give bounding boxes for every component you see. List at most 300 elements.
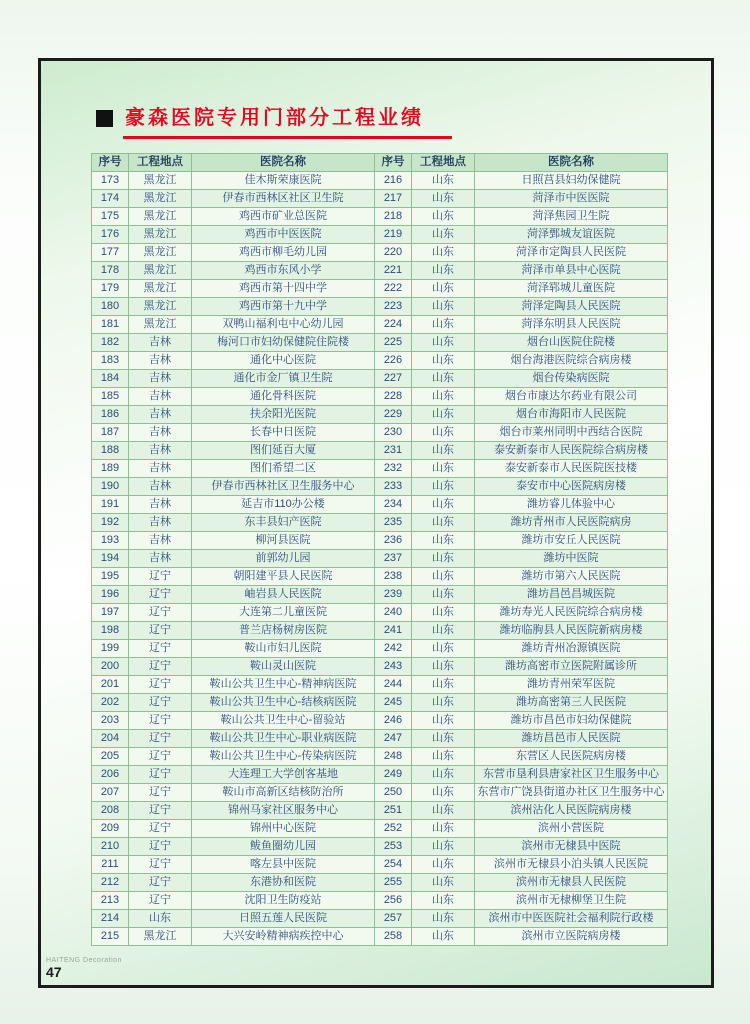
cell-seq: 238 xyxy=(375,568,412,586)
column-header: 序号 xyxy=(92,154,129,172)
table-row xyxy=(92,802,668,820)
cell-hospital: 东营区人民医院病房楼 xyxy=(475,748,668,766)
cell-seq: 210 xyxy=(92,838,129,856)
cell-seq: 199 xyxy=(92,640,129,658)
cell-seq: 176 xyxy=(92,226,129,244)
page-frame xyxy=(38,58,714,988)
column-header: 工程地点 xyxy=(129,154,192,172)
cell-seq: 241 xyxy=(375,622,412,640)
cell-seq: 197 xyxy=(92,604,129,622)
cell-location: 辽宁 xyxy=(129,748,192,766)
cell-hospital: 双鸭山福利屯中心幼儿园 xyxy=(192,316,375,334)
cell-hospital: 潍坊市第六人民医院 xyxy=(475,568,668,586)
table-row xyxy=(92,496,668,514)
cell-seq: 179 xyxy=(92,280,129,298)
cell-location: 山东 xyxy=(412,820,475,838)
cell-hospital: 沈阳卫生防疫站 xyxy=(192,892,375,910)
cell-hospital: 鸡西市东风小学 xyxy=(192,262,375,280)
cell-location: 吉林 xyxy=(129,550,192,568)
cell-hospital: 滨州小营医院 xyxy=(475,820,668,838)
cell-seq: 216 xyxy=(375,172,412,190)
cell-seq: 251 xyxy=(375,802,412,820)
cell-location: 辽宁 xyxy=(129,712,192,730)
cell-seq: 213 xyxy=(92,892,129,910)
table-row xyxy=(92,208,668,226)
cell-location: 山东 xyxy=(412,514,475,532)
cell-seq: 249 xyxy=(375,766,412,784)
cell-seq: 211 xyxy=(92,856,129,874)
cell-seq: 195 xyxy=(92,568,129,586)
cell-location: 山东 xyxy=(412,190,475,208)
cell-location: 山东 xyxy=(412,388,475,406)
cell-hospital: 烟台传染病医院 xyxy=(475,370,668,388)
cell-hospital: 大兴安岭精神病疾控中心 xyxy=(192,928,375,946)
cell-location: 吉林 xyxy=(129,370,192,388)
cell-seq: 200 xyxy=(92,658,129,676)
cell-hospital: 泰安市中心医院病房楼 xyxy=(475,478,668,496)
cell-location: 山东 xyxy=(412,370,475,388)
cell-location: 辽宁 xyxy=(129,856,192,874)
cell-seq: 250 xyxy=(375,784,412,802)
cell-seq: 237 xyxy=(375,550,412,568)
footer-brand: HAITENG Decoration xyxy=(46,957,122,964)
cell-hospital: 潍坊高密市立医院附属诊所 xyxy=(475,658,668,676)
cell-seq: 222 xyxy=(375,280,412,298)
cell-location: 吉林 xyxy=(129,532,192,550)
cell-hospital: 鸡西市第十四中学 xyxy=(192,280,375,298)
cell-location: 山东 xyxy=(412,550,475,568)
cell-seq: 248 xyxy=(375,748,412,766)
cell-hospital: 东港协和医院 xyxy=(192,874,375,892)
cell-location: 辽宁 xyxy=(129,766,192,784)
cell-location: 黑龙江 xyxy=(129,208,192,226)
cell-location: 吉林 xyxy=(129,514,192,532)
cell-hospital: 通化骨科医院 xyxy=(192,388,375,406)
table-row xyxy=(92,406,668,424)
cell-hospital: 鞍山公共卫生中心-留验站 xyxy=(192,712,375,730)
cell-hospital: 烟台市海阳市人民医院 xyxy=(475,406,668,424)
cell-hospital: 潍坊青州冶源镇医院 xyxy=(475,640,668,658)
cell-seq: 255 xyxy=(375,874,412,892)
table-row xyxy=(92,424,668,442)
cell-location: 辽宁 xyxy=(129,838,192,856)
cell-location: 辽宁 xyxy=(129,874,192,892)
cell-location: 吉林 xyxy=(129,352,192,370)
cell-seq: 184 xyxy=(92,370,129,388)
cell-location: 山东 xyxy=(412,910,475,928)
cell-seq: 177 xyxy=(92,244,129,262)
cell-location: 吉林 xyxy=(129,496,192,514)
cell-location: 山东 xyxy=(412,172,475,190)
cell-seq: 215 xyxy=(92,928,129,946)
cell-location: 山东 xyxy=(412,496,475,514)
cell-hospital: 鞍山市妇儿医院 xyxy=(192,640,375,658)
cell-location: 山东 xyxy=(412,406,475,424)
cell-location: 辽宁 xyxy=(129,604,192,622)
cell-seq: 246 xyxy=(375,712,412,730)
table-row xyxy=(92,748,668,766)
table-row xyxy=(92,838,668,856)
cell-hospital: 菏泽市中医医院 xyxy=(475,190,668,208)
cell-location: 辽宁 xyxy=(129,784,192,802)
cell-hospital: 通化市金厂镇卫生院 xyxy=(192,370,375,388)
cell-location: 山东 xyxy=(412,874,475,892)
cell-hospital: 潍坊市安丘人民医院 xyxy=(475,532,668,550)
table-row xyxy=(92,874,668,892)
cell-seq: 190 xyxy=(92,478,129,496)
cell-hospital: 喀左县中医院 xyxy=(192,856,375,874)
cell-location: 吉林 xyxy=(129,424,192,442)
cell-seq: 228 xyxy=(375,388,412,406)
table-row xyxy=(92,928,668,946)
cell-location: 山东 xyxy=(412,694,475,712)
cell-seq: 191 xyxy=(92,496,129,514)
table-row xyxy=(92,586,668,604)
cell-seq: 198 xyxy=(92,622,129,640)
cell-location: 辽宁 xyxy=(129,802,192,820)
page-footer xyxy=(46,957,122,979)
cell-location: 辽宁 xyxy=(129,586,192,604)
cell-seq: 209 xyxy=(92,820,129,838)
cell-hospital: 通化中心医院 xyxy=(192,352,375,370)
cell-hospital: 滨州市中医医院社会福利院行政楼 xyxy=(475,910,668,928)
cell-location: 山东 xyxy=(412,244,475,262)
cell-hospital: 泰安新泰市人民医院综合病房楼 xyxy=(475,442,668,460)
cell-seq: 218 xyxy=(375,208,412,226)
cell-location: 山东 xyxy=(412,622,475,640)
cell-seq: 231 xyxy=(375,442,412,460)
column-header: 工程地点 xyxy=(412,154,475,172)
cell-seq: 223 xyxy=(375,298,412,316)
table-row xyxy=(92,316,668,334)
cell-hospital: 长春中日医院 xyxy=(192,424,375,442)
cell-hospital: 东丰县妇产医院 xyxy=(192,514,375,532)
projects-table xyxy=(91,153,668,946)
table-row xyxy=(92,442,668,460)
cell-seq: 217 xyxy=(375,190,412,208)
table-row xyxy=(92,568,668,586)
table-row xyxy=(92,388,668,406)
page-title: 豪森医院专用门部分工程业绩 xyxy=(123,101,452,139)
table-row xyxy=(92,856,668,874)
cell-hospital: 烟台山医院住院楼 xyxy=(475,334,668,352)
cell-seq: 243 xyxy=(375,658,412,676)
cell-seq: 235 xyxy=(375,514,412,532)
cell-location: 山东 xyxy=(412,856,475,874)
cell-location: 山东 xyxy=(412,442,475,460)
cell-seq: 193 xyxy=(92,532,129,550)
cell-location: 山东 xyxy=(412,730,475,748)
cell-hospital: 伊春市西林区社区卫生院 xyxy=(192,190,375,208)
cell-seq: 205 xyxy=(92,748,129,766)
table-row xyxy=(92,694,668,712)
cell-seq: 189 xyxy=(92,460,129,478)
cell-seq: 206 xyxy=(92,766,129,784)
cell-location: 山东 xyxy=(412,460,475,478)
cell-seq: 221 xyxy=(375,262,412,280)
cell-seq: 233 xyxy=(375,478,412,496)
cell-hospital: 潍坊青州市人民医院病房 xyxy=(475,514,668,532)
cell-hospital: 梅河口市妇幼保健院住院楼 xyxy=(192,334,375,352)
cell-seq: 186 xyxy=(92,406,129,424)
cell-hospital: 潍坊睿儿体验中心 xyxy=(475,496,668,514)
cell-seq: 182 xyxy=(92,334,129,352)
table-row xyxy=(92,550,668,568)
cell-hospital: 菏泽定陶县人民医院 xyxy=(475,298,668,316)
cell-location: 辽宁 xyxy=(129,568,192,586)
cell-seq: 196 xyxy=(92,586,129,604)
cell-hospital: 朝阳建平县人民医院 xyxy=(192,568,375,586)
cell-hospital: 岫岩县人民医院 xyxy=(192,586,375,604)
table-row xyxy=(92,712,668,730)
cell-location: 山东 xyxy=(412,568,475,586)
cell-seq: 257 xyxy=(375,910,412,928)
cell-location: 黑龙江 xyxy=(129,928,192,946)
cell-hospital: 东营市广饶县街道办社区卫生服务中心 xyxy=(475,784,668,802)
table-row xyxy=(92,370,668,388)
cell-seq: 240 xyxy=(375,604,412,622)
cell-hospital: 东营市垦利县唐家社区卫生服务中心 xyxy=(475,766,668,784)
cell-seq: 245 xyxy=(375,694,412,712)
cell-seq: 252 xyxy=(375,820,412,838)
cell-hospital: 鞍山公共卫生中心-职业病医院 xyxy=(192,730,375,748)
table-row xyxy=(92,226,668,244)
cell-location: 辽宁 xyxy=(129,730,192,748)
cell-seq: 227 xyxy=(375,370,412,388)
cell-hospital: 潍坊昌邑昌城医院 xyxy=(475,586,668,604)
cell-location: 黑龙江 xyxy=(129,190,192,208)
cell-hospital: 菏泽东明县人民医院 xyxy=(475,316,668,334)
cell-seq: 194 xyxy=(92,550,129,568)
cell-seq: 242 xyxy=(375,640,412,658)
cell-hospital: 大连第二儿童医院 xyxy=(192,604,375,622)
cell-location: 山东 xyxy=(412,748,475,766)
cell-location: 山东 xyxy=(412,712,475,730)
cell-seq: 247 xyxy=(375,730,412,748)
table-row xyxy=(92,514,668,532)
cell-seq: 254 xyxy=(375,856,412,874)
cell-location: 辽宁 xyxy=(129,820,192,838)
table-row xyxy=(92,460,668,478)
cell-hospital: 潍坊昌邑市人民医院 xyxy=(475,730,668,748)
cell-hospital: 鞍山灵山医院 xyxy=(192,658,375,676)
cell-location: 吉林 xyxy=(129,334,192,352)
table-row xyxy=(92,658,668,676)
cell-location: 山东 xyxy=(129,910,192,928)
cell-location: 黑龙江 xyxy=(129,262,192,280)
cell-location: 山东 xyxy=(412,586,475,604)
cell-hospital: 菏泽鄄城友谊医院 xyxy=(475,226,668,244)
cell-seq: 204 xyxy=(92,730,129,748)
cell-seq: 175 xyxy=(92,208,129,226)
cell-hospital: 菏泽郓城儿童医院 xyxy=(475,280,668,298)
cell-seq: 256 xyxy=(375,892,412,910)
cell-hospital: 大连理工大学创客基地 xyxy=(192,766,375,784)
cell-location: 黑龙江 xyxy=(129,280,192,298)
page-number: 47 xyxy=(46,964,62,980)
cell-hospital: 潍坊市昌邑市妇幼保健院 xyxy=(475,712,668,730)
cell-location: 吉林 xyxy=(129,460,192,478)
table-row xyxy=(92,244,668,262)
table-row xyxy=(92,298,668,316)
cell-seq: 173 xyxy=(92,172,129,190)
cell-location: 辽宁 xyxy=(129,640,192,658)
cell-seq: 224 xyxy=(375,316,412,334)
table-row xyxy=(92,892,668,910)
cell-seq: 207 xyxy=(92,784,129,802)
cell-location: 山东 xyxy=(412,784,475,802)
cell-hospital: 鲅鱼圈幼儿园 xyxy=(192,838,375,856)
cell-location: 山东 xyxy=(412,298,475,316)
cell-location: 山东 xyxy=(412,424,475,442)
table-row xyxy=(92,172,668,190)
cell-seq: 229 xyxy=(375,406,412,424)
cell-seq: 226 xyxy=(375,352,412,370)
table-row xyxy=(92,622,668,640)
cell-hospital: 鞍山公共卫生中心-精神病医院 xyxy=(192,676,375,694)
cell-hospital: 日照莒县妇幼保健院 xyxy=(475,172,668,190)
cell-seq: 208 xyxy=(92,802,129,820)
cell-seq: 188 xyxy=(92,442,129,460)
cell-location: 黑龙江 xyxy=(129,226,192,244)
cell-location: 山东 xyxy=(412,316,475,334)
page-title-block xyxy=(96,101,452,139)
column-header: 医院名称 xyxy=(192,154,375,172)
cell-hospital: 锦州马家社区服务中心 xyxy=(192,802,375,820)
table-row xyxy=(92,352,668,370)
cell-location: 山东 xyxy=(412,352,475,370)
cell-location: 吉林 xyxy=(129,442,192,460)
cell-hospital: 锦州中心医院 xyxy=(192,820,375,838)
cell-hospital: 潍坊高密第三人民医院 xyxy=(475,694,668,712)
cell-hospital: 滨州市无棣柳堡卫生院 xyxy=(475,892,668,910)
cell-hospital: 泰安新泰市人民医院医技楼 xyxy=(475,460,668,478)
cell-seq: 183 xyxy=(92,352,129,370)
column-header: 医院名称 xyxy=(475,154,668,172)
cell-hospital: 扶余阳光医院 xyxy=(192,406,375,424)
cell-location: 山东 xyxy=(412,766,475,784)
cell-hospital: 滨州市无棣县中医院 xyxy=(475,838,668,856)
cell-hospital: 潍坊中医院 xyxy=(475,550,668,568)
cell-location: 山东 xyxy=(412,334,475,352)
cell-seq: 212 xyxy=(92,874,129,892)
table-row xyxy=(92,820,668,838)
cell-hospital: 滨州沾化人民医院病房楼 xyxy=(475,802,668,820)
title-square-icon xyxy=(96,110,113,127)
cell-location: 黑龙江 xyxy=(129,298,192,316)
cell-location: 辽宁 xyxy=(129,676,192,694)
cell-hospital: 鸡西市中医医院 xyxy=(192,226,375,244)
projects-table-body xyxy=(92,172,668,946)
cell-seq: 202 xyxy=(92,694,129,712)
table-row xyxy=(92,532,668,550)
cell-seq: 225 xyxy=(375,334,412,352)
table-row xyxy=(92,262,668,280)
cell-hospital: 鸡西市柳毛幼儿园 xyxy=(192,244,375,262)
cell-seq: 178 xyxy=(92,262,129,280)
cell-hospital: 鸡西市矿业总医院 xyxy=(192,208,375,226)
column-header: 序号 xyxy=(375,154,412,172)
cell-hospital: 前郭幼儿园 xyxy=(192,550,375,568)
cell-seq: 234 xyxy=(375,496,412,514)
cell-seq: 187 xyxy=(92,424,129,442)
cell-location: 吉林 xyxy=(129,388,192,406)
cell-seq: 185 xyxy=(92,388,129,406)
cell-hospital: 潍坊青州荣军医院 xyxy=(475,676,668,694)
cell-location: 黑龙江 xyxy=(129,316,192,334)
cell-seq: 214 xyxy=(92,910,129,928)
cell-hospital: 日照五莲人民医院 xyxy=(192,910,375,928)
cell-location: 山东 xyxy=(412,676,475,694)
table-row xyxy=(92,766,668,784)
cell-location: 辽宁 xyxy=(129,658,192,676)
cell-hospital: 鞍山市高新区结核防治所 xyxy=(192,784,375,802)
cell-hospital: 菏泽市单县中心医院 xyxy=(475,262,668,280)
cell-location: 辽宁 xyxy=(129,694,192,712)
cell-location: 山东 xyxy=(412,838,475,856)
cell-seq: 258 xyxy=(375,928,412,946)
cell-seq: 180 xyxy=(92,298,129,316)
cell-location: 山东 xyxy=(412,280,475,298)
cell-hospital: 伊春市西林社区卫生服务中心 xyxy=(192,478,375,496)
cell-location: 山东 xyxy=(412,208,475,226)
table-row xyxy=(92,676,668,694)
cell-hospital: 烟台市康达尔药业有限公司 xyxy=(475,388,668,406)
cell-hospital: 潍坊临朐县人民医院新病房楼 xyxy=(475,622,668,640)
cell-seq: 232 xyxy=(375,460,412,478)
cell-hospital: 菏泽市定陶县人民医院 xyxy=(475,244,668,262)
cell-seq: 220 xyxy=(375,244,412,262)
table-row xyxy=(92,604,668,622)
cell-seq: 192 xyxy=(92,514,129,532)
cell-hospital: 滨州市立医院病房楼 xyxy=(475,928,668,946)
table-row xyxy=(92,280,668,298)
cell-hospital: 菏泽焦园卫生院 xyxy=(475,208,668,226)
cell-location: 山东 xyxy=(412,262,475,280)
cell-seq: 181 xyxy=(92,316,129,334)
cell-seq: 203 xyxy=(92,712,129,730)
cell-location: 山东 xyxy=(412,640,475,658)
cell-hospital: 烟台市莱州同明中西结合医院 xyxy=(475,424,668,442)
table-header-row xyxy=(92,154,668,172)
cell-location: 黑龙江 xyxy=(129,172,192,190)
cell-seq: 201 xyxy=(92,676,129,694)
cell-hospital: 佳木斯荣康医院 xyxy=(192,172,375,190)
cell-hospital: 柳河县医院 xyxy=(192,532,375,550)
table-row xyxy=(92,640,668,658)
cell-hospital: 鞍山公共卫生中心-传染病医院 xyxy=(192,748,375,766)
cell-location: 山东 xyxy=(412,928,475,946)
cell-seq: 253 xyxy=(375,838,412,856)
table-row xyxy=(92,784,668,802)
cell-seq: 219 xyxy=(375,226,412,244)
cell-seq: 174 xyxy=(92,190,129,208)
cell-hospital: 滨州市无棣县小泊头镇人民医院 xyxy=(475,856,668,874)
cell-location: 山东 xyxy=(412,658,475,676)
cell-location: 山东 xyxy=(412,892,475,910)
cell-hospital: 图们延百大厦 xyxy=(192,442,375,460)
cell-location: 吉林 xyxy=(129,406,192,424)
table-row xyxy=(92,910,668,928)
table-row xyxy=(92,190,668,208)
cell-seq: 244 xyxy=(375,676,412,694)
cell-seq: 236 xyxy=(375,532,412,550)
cell-hospital: 鞍山公共卫生中心-结核病医院 xyxy=(192,694,375,712)
cell-hospital: 图们希望二区 xyxy=(192,460,375,478)
cell-location: 黑龙江 xyxy=(129,244,192,262)
table-row xyxy=(92,478,668,496)
cell-location: 山东 xyxy=(412,802,475,820)
